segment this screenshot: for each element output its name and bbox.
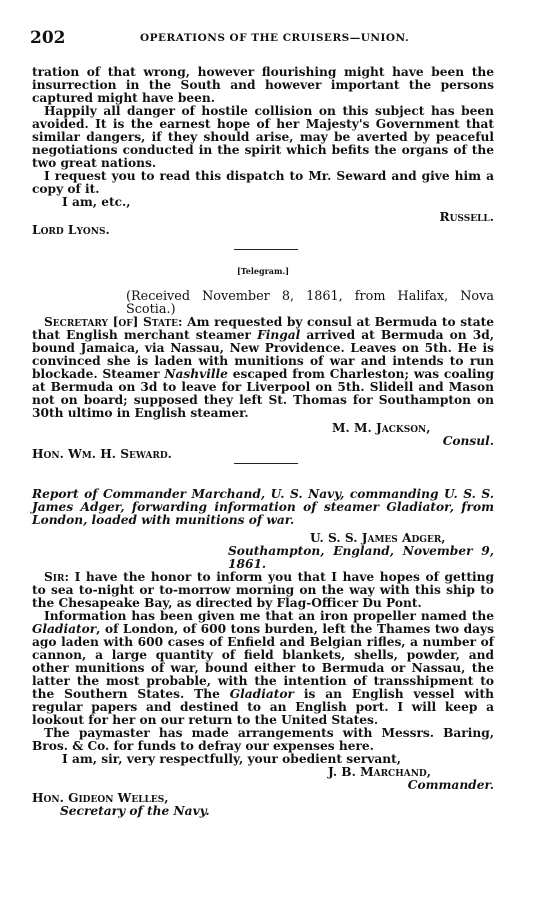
page-header [30,28,496,48]
paragraph: Information has been given me that an iron propeller named the Gladiator, of London, of 600 tons burden, left the Thames two days ago laden with 600 cases of Enfield and Belgian rifles, a number of cannon, a large quantity of field blankets, shells, powder, and other munitions of war, bound either to Bermuda or Nassau, the latter the most probable, with the intention of transshipment to the Southern States. The Gladiator is an English vessel with regular papers and destined to an English port. I will keep a lookout for her on our return to the United States. [32,609,494,727]
paragraph: Happily all danger of hostile collision on this subject has been avoided. It is the earnest hope of her Majesty's Government that similar dangers, if they should arise, may be averted by peaceful negotiations conducted in the spirit which befits the organs of the two great nations. [32,104,494,170]
signature: J. B. Marchand, [328,765,431,779]
running-head: OPERATIONS OF THE CRUISERS—UNION. [140,32,410,44]
vessel-line: U. S. S. James Adger, [310,531,446,545]
signature: Russell. [439,210,494,224]
signature-title: Consul. [442,434,494,448]
addressee: Lord Lyons. [32,223,110,237]
dateline: Southampton, England, November 9, 1861. [228,544,494,571]
addressee: Hon. Gideon Welles, [32,791,169,805]
ship-name: Fingal [257,328,301,342]
addressee-title: Secretary of the Navy. [60,804,210,818]
salutation: Secretary [of] State: [44,315,183,329]
ship-name: Gladiator [32,622,97,636]
paragraph: Sir: I have the honor to inform you that I have hopes of getting to sea to-night or to-morrow morning on the way with this ship to the Chesapeake Bay, as directed by Flag-Officer Du Pont. [32,570,494,610]
report [32,532,494,818]
received-note: (Received November 8, 1861, from Halifax, Nova Scotia.) [126,289,494,317]
addressee: Hon. Wm. H. Seward. [32,447,172,461]
report-heading [32,488,494,527]
divider [234,249,298,250]
signature-title: Commander. [407,778,494,792]
salutation: Sir: [44,570,69,584]
telegram-label-wrap [32,266,494,276]
report-title: Report of Commander Marchand, U. S. Navy, commanding U. S. S. James Adger, forwarding information of steamer Gladiator, from London, loaded with munitions of war. [32,487,494,527]
closing: I am, sir, very respectfully, your obedient servant, [62,752,401,766]
divider [234,463,298,464]
letter-continuation [32,66,494,237]
paragraph: The paymaster has made arrangements with Messrs. Baring, Bros. & Co. for funds to defray our expenses here. [32,726,494,753]
ship-name: Gladiator [229,687,294,701]
telegram-body: Secretary [of] State: Am requested by consul at Bermuda to state that English merchant steamer Fingal arrived at Bermuda on 3d, bound Jamaica, via Nassau, New Providence. Leaves on 5th. He is convinced she is laden with munitions of war and intends to run blockade. Steamer Nashville escaped from Charleston; was coaling at Bermuda on 3d to leave for Liverpool on 5th. Slidell and Mason not on board; supposed they left St. Thomas for Southampton on 30th ultimo in English steamer. [32,315,495,420]
telegram [32,290,494,461]
ship-name: Nashville [164,367,228,381]
telegram-label: [Telegram.] [236,266,290,276]
paragraph: I request you to read this dispatch to Mr. Seward and give him a copy of it. [32,169,494,196]
paragraph: tration of that wrong, however flourishing might have been the insurrection in the South and however important the persons captured might have been. [32,65,494,105]
closing: I am, etc., [62,195,131,209]
page-number: 202 [30,28,66,48]
signature: M. M. Jackson, [332,421,431,435]
